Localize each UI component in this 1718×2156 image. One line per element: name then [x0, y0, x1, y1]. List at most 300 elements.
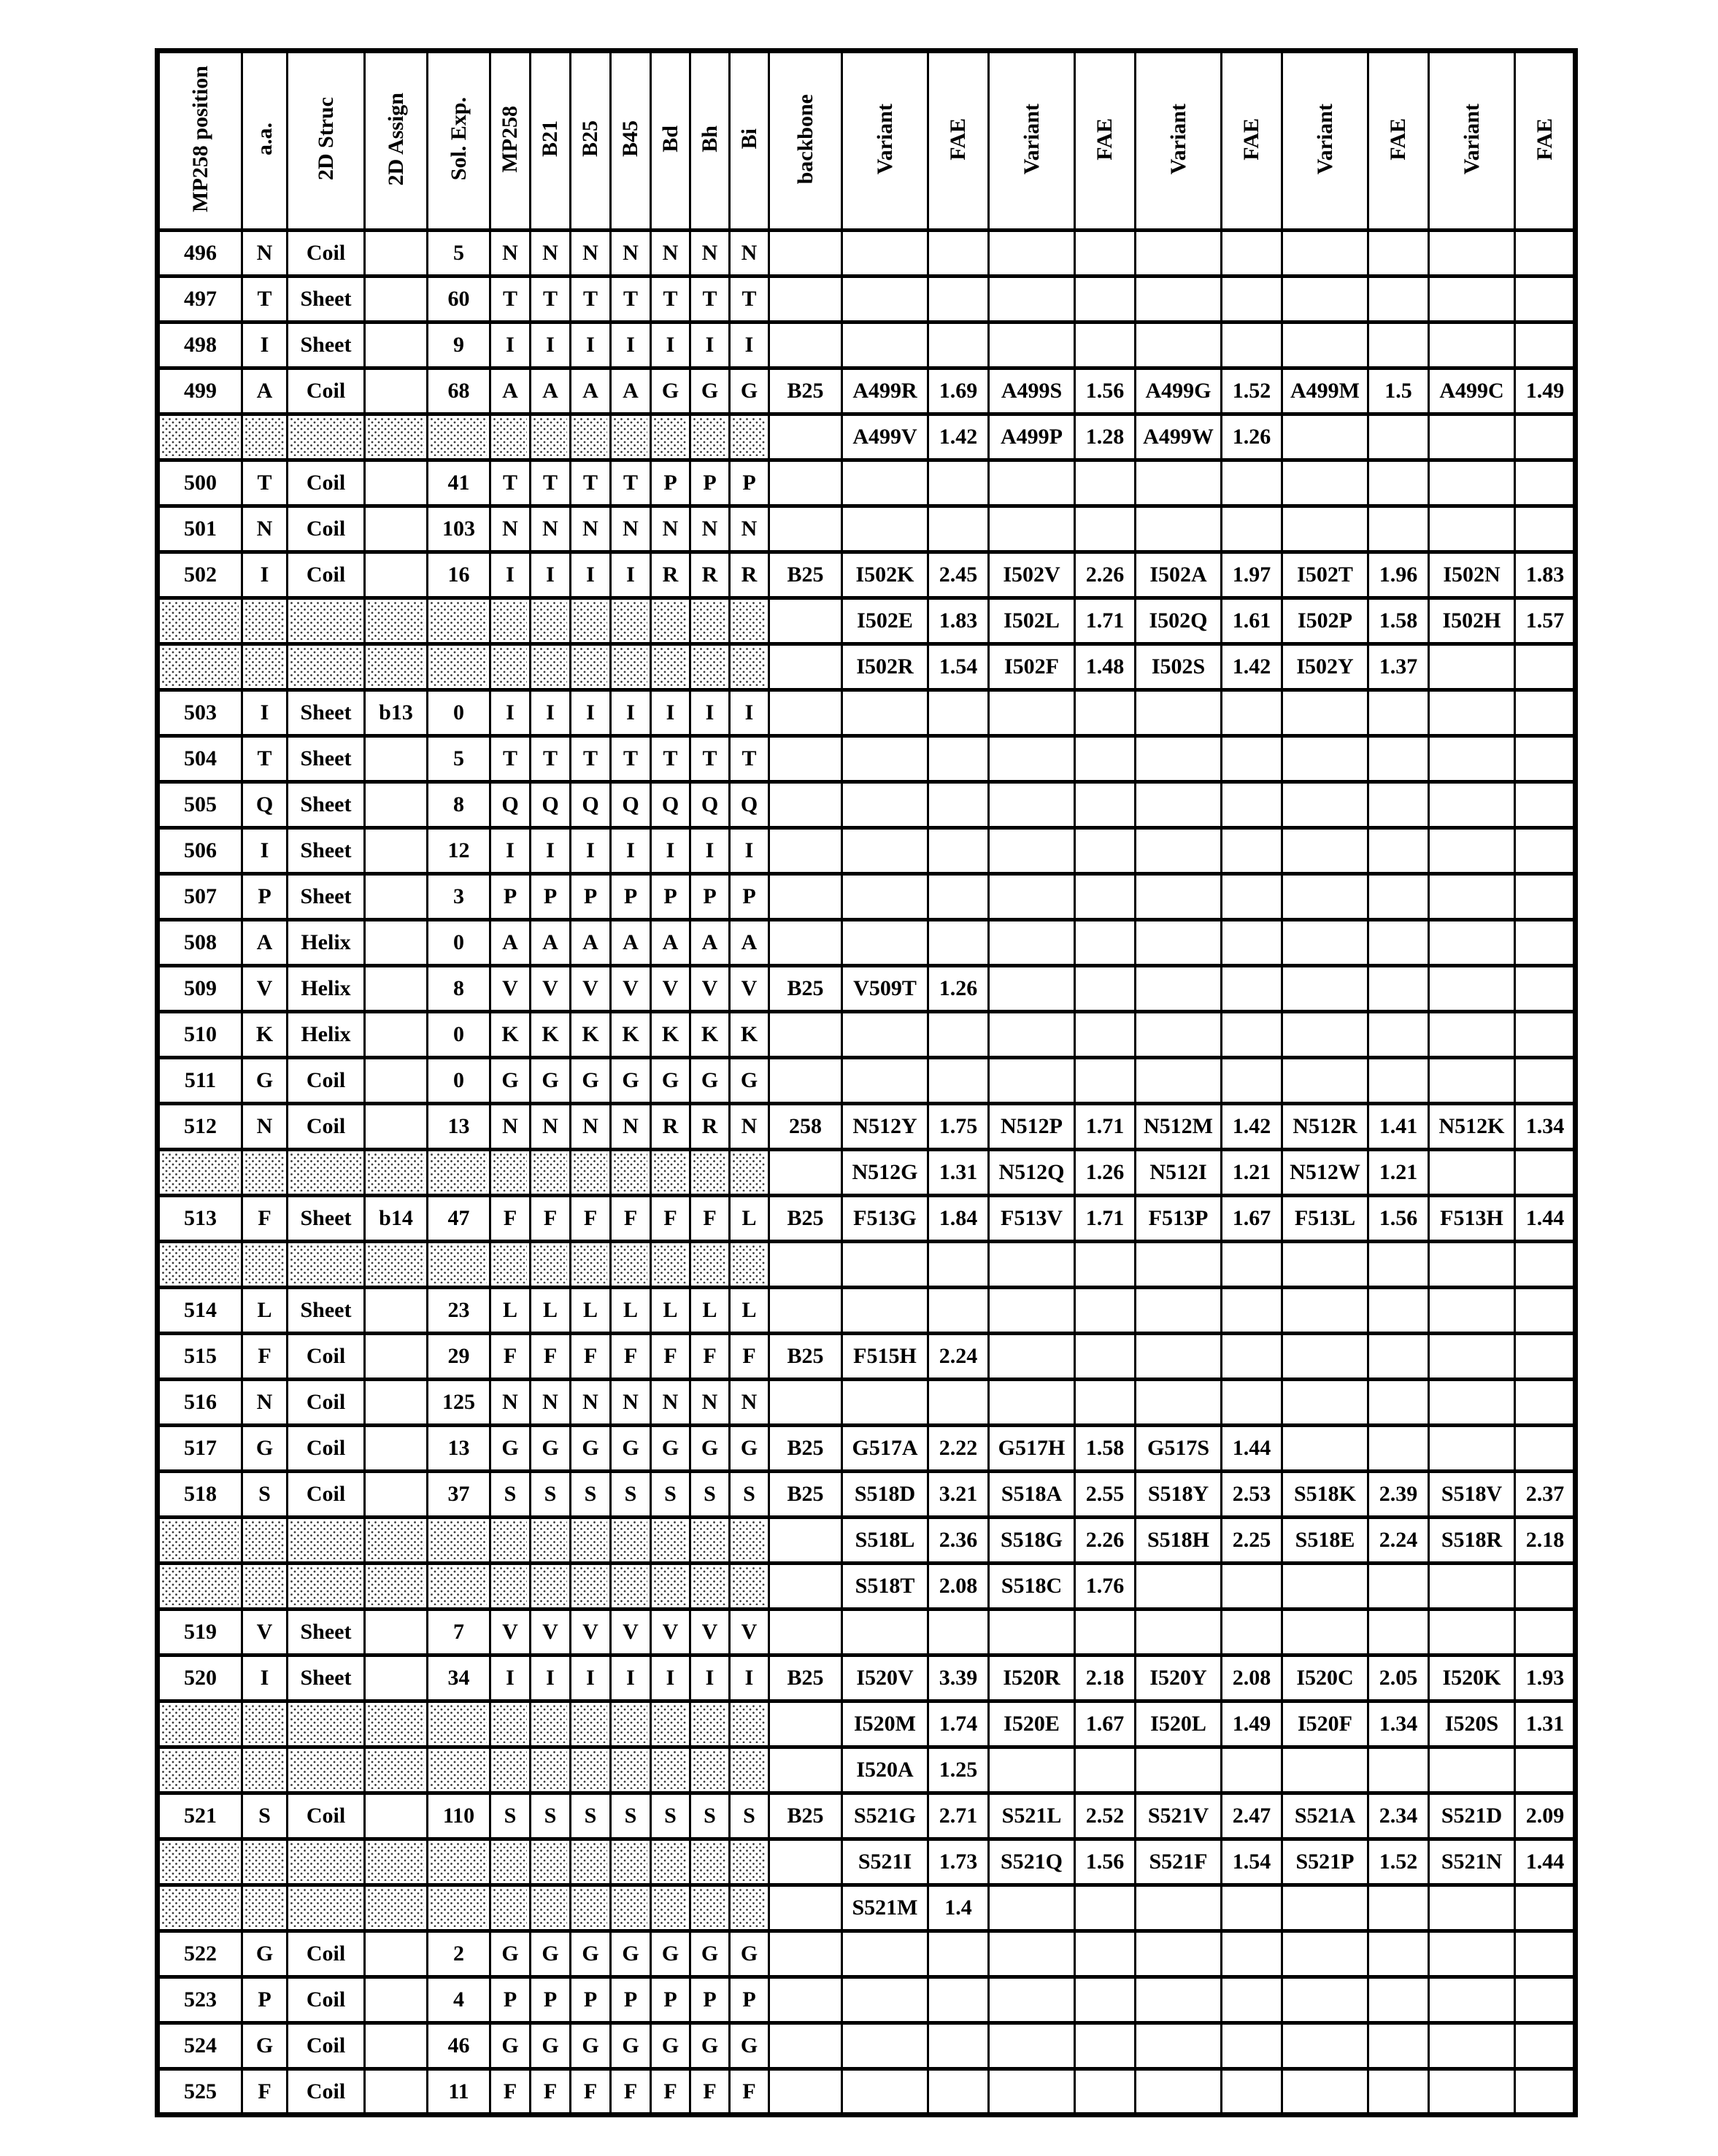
- cell: [531, 598, 571, 644]
- cell: 525: [158, 2069, 242, 2115]
- cell: A499M: [1282, 368, 1368, 414]
- cell: [842, 828, 928, 874]
- cell: [928, 690, 989, 736]
- cell: [365, 368, 428, 414]
- cell: 509: [158, 966, 242, 1012]
- cell: A499V: [842, 414, 928, 460]
- cell: [1222, 1242, 1282, 1288]
- cell: [1515, 1012, 1576, 1058]
- cell: [1429, 277, 1515, 322]
- cell: [365, 414, 428, 460]
- cell: [1429, 1747, 1515, 1793]
- cell: [1515, 2069, 1576, 2115]
- cell: G: [571, 2023, 611, 2069]
- col-header-5-mp258: [490, 51, 531, 231]
- cell: [1222, 1564, 1282, 1610]
- cell: [769, 920, 842, 966]
- cell: [989, 1288, 1075, 1334]
- cell: 515: [158, 1334, 242, 1380]
- cell: [989, 874, 1075, 920]
- cell: [769, 460, 842, 506]
- cell: Coil: [288, 1334, 365, 1380]
- cell: A499P: [989, 414, 1075, 460]
- cell: Q: [690, 782, 730, 828]
- cell: I520L: [1136, 1701, 1222, 1747]
- cell: [1515, 231, 1576, 277]
- cell: G: [242, 2023, 288, 2069]
- cell: [1075, 920, 1136, 966]
- cell: [769, 322, 842, 368]
- cell: [769, 277, 842, 322]
- cell: [611, 1564, 651, 1610]
- cell: P: [531, 874, 571, 920]
- cell: [365, 1380, 428, 1426]
- cell: G: [571, 1058, 611, 1104]
- cell: G: [611, 1931, 651, 1977]
- cell: N: [531, 506, 571, 552]
- cell: [1222, 1334, 1282, 1380]
- cell: A: [490, 368, 531, 414]
- cell: N: [531, 1380, 571, 1426]
- cell: I520C: [1282, 1655, 1368, 1701]
- cell: [242, 598, 288, 644]
- cell: [1368, 1334, 1429, 1380]
- cell: [1429, 1885, 1515, 1931]
- cell: [1368, 1380, 1429, 1426]
- cell: I502S: [1136, 644, 1222, 690]
- cell: 510: [158, 1012, 242, 1058]
- cell: [1429, 828, 1515, 874]
- cell: 0: [428, 920, 490, 966]
- cell: N512P: [989, 1104, 1075, 1150]
- cell: [1075, 1012, 1136, 1058]
- col-header-9-bd: [651, 51, 690, 231]
- cell: [769, 828, 842, 874]
- cell: [730, 1701, 769, 1747]
- cell: [611, 644, 651, 690]
- cell: 46: [428, 2023, 490, 2069]
- cell: [1282, 1242, 1368, 1288]
- cell: [1515, 1610, 1576, 1655]
- cell: P: [490, 1977, 531, 2023]
- cell: [1515, 414, 1576, 460]
- cell: Sheet: [288, 782, 365, 828]
- cell: [1282, 414, 1368, 460]
- cell: K: [531, 1012, 571, 1058]
- cell: [842, 874, 928, 920]
- cell: [428, 1747, 490, 1793]
- table-row: [158, 736, 1576, 782]
- cell: [730, 414, 769, 460]
- cell: [1429, 1242, 1515, 1288]
- cell: 1.26: [928, 966, 989, 1012]
- cell: [1136, 1058, 1222, 1104]
- cell: 1.5: [1368, 368, 1429, 414]
- cell: [1075, 322, 1136, 368]
- cell: [1429, 736, 1515, 782]
- cell: F: [651, 2069, 690, 2115]
- cell: I: [730, 1655, 769, 1701]
- cell: [989, 1058, 1075, 1104]
- cell: [1368, 414, 1429, 460]
- cell: [365, 231, 428, 277]
- cell: [1136, 966, 1222, 1012]
- cell: I: [730, 828, 769, 874]
- cell: I: [690, 828, 730, 874]
- cell: [690, 1242, 730, 1288]
- cell: Coil: [288, 552, 365, 598]
- cell: L: [651, 1288, 690, 1334]
- cell: G: [490, 1426, 531, 1472]
- cell: [1282, 782, 1368, 828]
- cell: 503: [158, 690, 242, 736]
- cell: I: [571, 828, 611, 874]
- table-row: [158, 1380, 1576, 1426]
- cell: [365, 1885, 428, 1931]
- table-row: [158, 966, 1576, 1012]
- cell: [1368, 966, 1429, 1012]
- cell: [158, 1150, 242, 1196]
- table-row: [158, 1518, 1576, 1564]
- cell: [1429, 1380, 1515, 1426]
- cell: [571, 1747, 611, 1793]
- cell: 2.47: [1222, 1793, 1282, 1839]
- cell: R: [690, 1104, 730, 1150]
- cell: [989, 1977, 1075, 2023]
- cell: [1136, 2023, 1222, 2069]
- cell: [690, 644, 730, 690]
- cell: [989, 690, 1075, 736]
- cell: [1282, 231, 1368, 277]
- cell: [1075, 1058, 1136, 1104]
- cell: 37: [428, 1472, 490, 1518]
- cell: [1282, 1058, 1368, 1104]
- cell: I502T: [1282, 552, 1368, 598]
- cell: [1222, 920, 1282, 966]
- cell: G: [651, 2023, 690, 2069]
- cell: 5: [428, 231, 490, 277]
- cell: S518T: [842, 1564, 928, 1610]
- cell: I: [730, 690, 769, 736]
- cell: 23: [428, 1288, 490, 1334]
- cell: [1222, 966, 1282, 1012]
- cell: T: [531, 736, 571, 782]
- cell: [611, 1839, 651, 1885]
- col-header-8-b45: [611, 51, 651, 231]
- cell: [989, 966, 1075, 1012]
- cell: [571, 1839, 611, 1885]
- cell: [611, 1747, 651, 1793]
- cell: S: [531, 1472, 571, 1518]
- cell: 47: [428, 1196, 490, 1242]
- cell: [769, 1058, 842, 1104]
- cell: P: [531, 1977, 571, 2023]
- cell: [769, 644, 842, 690]
- cell: [571, 644, 611, 690]
- cell: 1.44: [1515, 1839, 1576, 1885]
- cell: 2.39: [1368, 1472, 1429, 1518]
- cell: [1222, 460, 1282, 506]
- cell: N: [490, 231, 531, 277]
- cell: [651, 1701, 690, 1747]
- cell: [1368, 1931, 1429, 1977]
- col-header-16-fae: [1075, 51, 1136, 231]
- cell: G: [690, 1058, 730, 1104]
- cell: 1.49: [1222, 1701, 1282, 1747]
- cell: [651, 1150, 690, 1196]
- cell: [928, 460, 989, 506]
- cell: 68: [428, 368, 490, 414]
- table-row: [158, 368, 1576, 414]
- cell: F: [490, 2069, 531, 2115]
- cell: 1.75: [928, 1104, 989, 1150]
- cell: 125: [428, 1380, 490, 1426]
- cell: [365, 506, 428, 552]
- col-header-label: Variant: [1459, 103, 1484, 175]
- cell: F: [571, 1196, 611, 1242]
- cell: L: [242, 1288, 288, 1334]
- cell: 1.26: [1222, 414, 1282, 460]
- cell: [1429, 506, 1515, 552]
- cell: N: [651, 1380, 690, 1426]
- cell: B25: [769, 368, 842, 414]
- cell: B25: [769, 1472, 842, 1518]
- cell: G: [651, 1058, 690, 1104]
- cell: F: [571, 1334, 611, 1380]
- cell: [842, 920, 928, 966]
- cell: [1222, 277, 1282, 322]
- cell: A499C: [1429, 368, 1515, 414]
- cell: Coil: [288, 368, 365, 414]
- cell: T: [242, 736, 288, 782]
- cell: [1368, 322, 1429, 368]
- cell: [928, 1610, 989, 1655]
- cell: V: [611, 966, 651, 1012]
- cell: [1282, 460, 1368, 506]
- cell: [1222, 874, 1282, 920]
- cell: [571, 414, 611, 460]
- cell: A: [651, 920, 690, 966]
- cell: [989, 506, 1075, 552]
- cell: [730, 1747, 769, 1793]
- cell: [1368, 828, 1429, 874]
- cell: 2.09: [1515, 1793, 1576, 1839]
- cell: [1282, 1380, 1368, 1426]
- cell: [365, 460, 428, 506]
- cell: V: [690, 1610, 730, 1655]
- cell: [690, 414, 730, 460]
- cell: [1429, 920, 1515, 966]
- cell: [690, 1747, 730, 1793]
- cell: I: [490, 322, 531, 368]
- cell: S521M: [842, 1885, 928, 1931]
- cell: I: [490, 1655, 531, 1701]
- cell: T: [690, 277, 730, 322]
- cell: F: [690, 2069, 730, 2115]
- cell: Q: [651, 782, 690, 828]
- cell: [1515, 506, 1576, 552]
- cell: 522: [158, 1931, 242, 1977]
- cell: [769, 1012, 842, 1058]
- cell: S518H: [1136, 1518, 1222, 1564]
- cell: [928, 1058, 989, 1104]
- cell: [1282, 736, 1368, 782]
- cell: [842, 322, 928, 368]
- cell: 11: [428, 2069, 490, 2115]
- cell: I: [651, 828, 690, 874]
- cell: G: [242, 1426, 288, 1472]
- col-header-label: FAE: [1093, 117, 1117, 161]
- cell: [989, 1012, 1075, 1058]
- cell: R: [690, 552, 730, 598]
- cell: 1.21: [1368, 1150, 1429, 1196]
- cell: [989, 1885, 1075, 1931]
- cell: 520: [158, 1655, 242, 1701]
- cell: [288, 1885, 365, 1931]
- cell: 3.21: [928, 1472, 989, 1518]
- cell: [1429, 2069, 1515, 2115]
- cell: [928, 920, 989, 966]
- cell: S518R: [1429, 1518, 1515, 1564]
- cell: G: [730, 2023, 769, 2069]
- cell: 1.71: [1075, 1196, 1136, 1242]
- cell: [365, 920, 428, 966]
- cell: [1222, 690, 1282, 736]
- cell: P: [611, 1977, 651, 2023]
- cell: K: [651, 1012, 690, 1058]
- cell: [928, 506, 989, 552]
- cell: [928, 322, 989, 368]
- cell: [1515, 690, 1576, 736]
- cell: I: [571, 552, 611, 598]
- cell: [928, 1242, 989, 1288]
- cell: [365, 1564, 428, 1610]
- cell: 507: [158, 874, 242, 920]
- cell: 2.37: [1515, 1472, 1576, 1518]
- cell: [769, 1885, 842, 1931]
- cell: L: [571, 1288, 611, 1334]
- cell: A: [571, 368, 611, 414]
- cell: S521P: [1282, 1839, 1368, 1885]
- cell: 8: [428, 782, 490, 828]
- cell: A: [690, 920, 730, 966]
- cell: [1515, 2023, 1576, 2069]
- cell: [1222, 1747, 1282, 1793]
- cell: I520S: [1429, 1701, 1515, 1747]
- cell: 2.55: [1075, 1472, 1136, 1518]
- col-header-label: 2D Assign: [383, 92, 408, 186]
- col-header-4-sol-exp: [428, 51, 490, 231]
- table-row: [158, 414, 1576, 460]
- cell: [365, 1334, 428, 1380]
- cell: [1075, 782, 1136, 828]
- cell: [1136, 1334, 1222, 1380]
- cell: G: [242, 1058, 288, 1104]
- cell: [1222, 1931, 1282, 1977]
- cell: K: [611, 1012, 651, 1058]
- cell: Sheet: [288, 322, 365, 368]
- cell: G: [651, 368, 690, 414]
- cell: [928, 1288, 989, 1334]
- cell: R: [651, 1104, 690, 1150]
- cell: [1282, 277, 1368, 322]
- cell: [158, 1701, 242, 1747]
- cell: 12: [428, 828, 490, 874]
- cell: Q: [730, 782, 769, 828]
- cell: N: [531, 1104, 571, 1150]
- cell: 506: [158, 828, 242, 874]
- cell: [928, 2023, 989, 2069]
- cell: N: [242, 1104, 288, 1150]
- cell: N: [611, 1104, 651, 1150]
- cell: [769, 1150, 842, 1196]
- cell: G: [690, 2023, 730, 2069]
- cell: [1429, 1931, 1515, 1977]
- cell: [365, 1518, 428, 1564]
- col-header-label: Sol. Exp.: [446, 97, 471, 181]
- cell: I: [571, 322, 611, 368]
- cell: [1515, 1885, 1576, 1931]
- cell: G: [730, 1931, 769, 1977]
- cell: [928, 231, 989, 277]
- cell: F: [730, 2069, 769, 2115]
- col-header-20-fae: [1368, 51, 1429, 231]
- cell: F: [651, 1196, 690, 1242]
- cell: F513G: [842, 1196, 928, 1242]
- cell: N: [730, 1380, 769, 1426]
- cell: I: [242, 322, 288, 368]
- cell: S521V: [1136, 1793, 1222, 1839]
- cell: [1368, 1242, 1429, 1288]
- cell: [158, 1564, 242, 1610]
- cell: S: [730, 1793, 769, 1839]
- cell: I: [690, 1655, 730, 1701]
- cell: [1282, 1564, 1368, 1610]
- cell: 34: [428, 1655, 490, 1701]
- cell: [242, 1701, 288, 1747]
- cell: [428, 1518, 490, 1564]
- cell: [428, 1885, 490, 1931]
- table-row: [158, 460, 1576, 506]
- cell: [1515, 1426, 1576, 1472]
- cell: 1.42: [1222, 644, 1282, 690]
- cell: [651, 1839, 690, 1885]
- cell: F: [611, 2069, 651, 2115]
- col-header-6-b21: [531, 51, 571, 231]
- cell: [490, 1518, 531, 1564]
- cell: [242, 1747, 288, 1793]
- cell: [769, 598, 842, 644]
- cell: [1429, 1058, 1515, 1104]
- cell: N: [242, 1380, 288, 1426]
- cell: [490, 1839, 531, 1885]
- cell: N: [571, 1380, 611, 1426]
- cell: 1.67: [1075, 1701, 1136, 1747]
- cell: I: [611, 322, 651, 368]
- cell: [611, 1150, 651, 1196]
- cell: Coil: [288, 2023, 365, 2069]
- cell: N: [690, 506, 730, 552]
- cell: [651, 598, 690, 644]
- cell: [365, 1288, 428, 1334]
- cell: A: [611, 368, 651, 414]
- table-row: [158, 1058, 1576, 1104]
- cell: [651, 1747, 690, 1793]
- cell: L: [730, 1288, 769, 1334]
- cell: S518K: [1282, 1472, 1368, 1518]
- cell: 2.34: [1368, 1793, 1429, 1839]
- cell: 521: [158, 1793, 242, 1839]
